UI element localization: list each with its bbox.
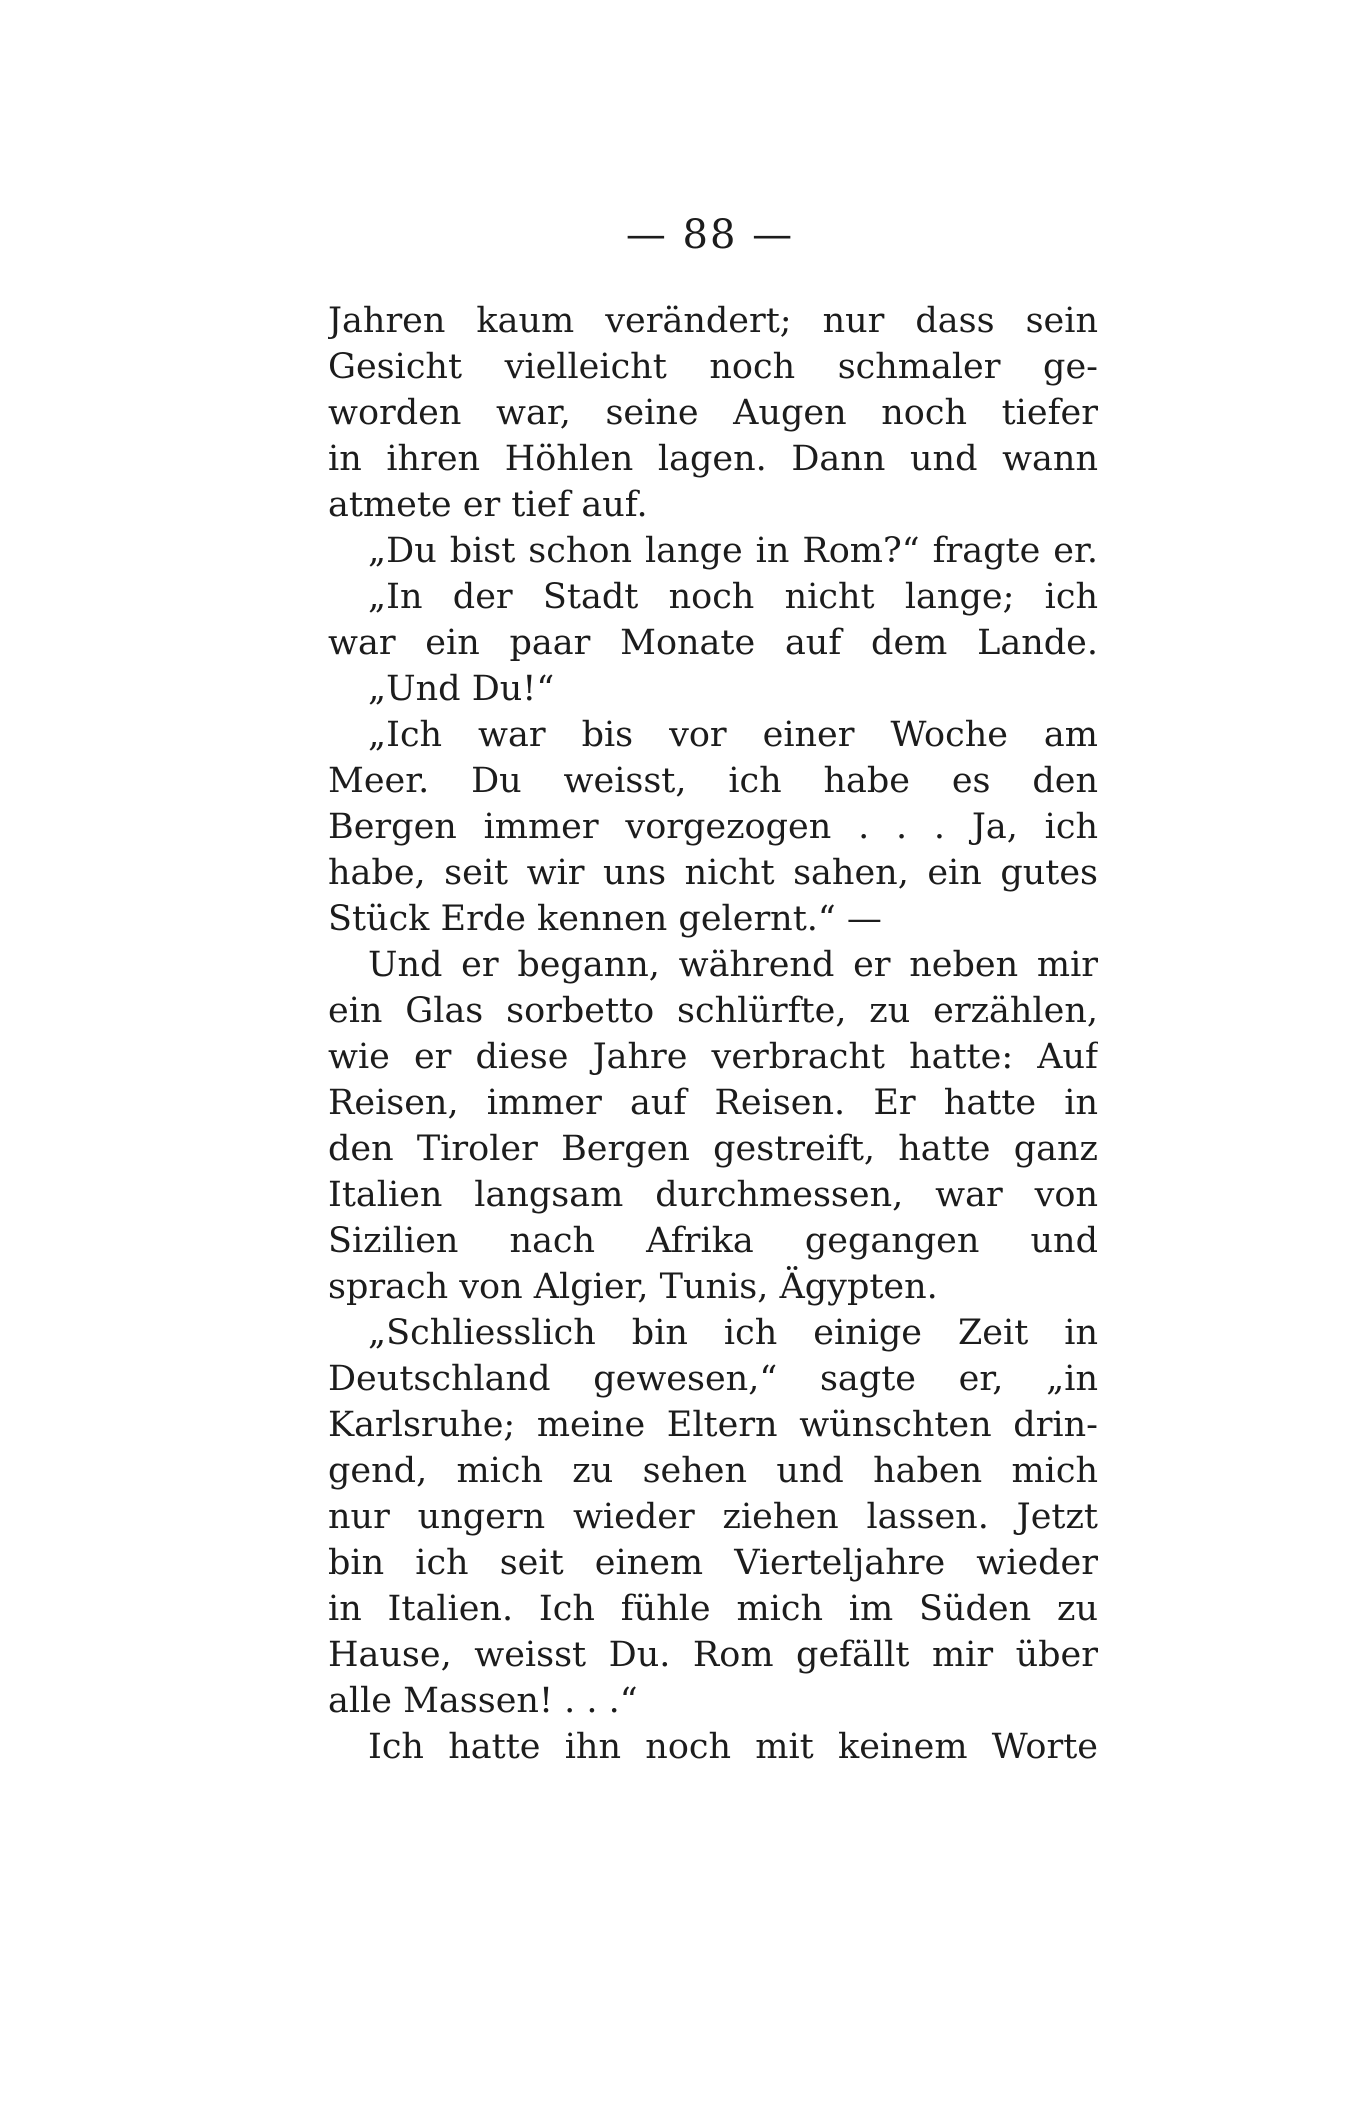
text-line: Karlsruhe; meine Eltern wünschten drin- (328, 1405, 1098, 1445)
text-line: Deutschland gewesen,“ sagte er, „in (328, 1359, 1098, 1399)
text-line: habe, seit wir uns nicht sahen, ein gutes (328, 853, 1098, 893)
text-line: Ich hatte ihn noch mit keinem Worte (368, 1727, 1098, 1767)
text-line: bin ich seit einem Vierteljahre wieder (328, 1543, 1098, 1583)
text-line: Meer. Du weisst, ich habe es den (328, 761, 1098, 801)
text-line: „In der Stadt noch nicht lange; ich (368, 577, 1098, 617)
text-line: war ein paar Monate auf dem Lande. (328, 623, 1098, 663)
text-line: „Du bist schon lange in Rom?“ fragte er. (368, 531, 1098, 571)
text-line: worden war, seine Augen noch tiefer (328, 393, 1098, 433)
text-line: Und er begann, während er neben mir (368, 945, 1098, 985)
text-line: Italien langsam durchmessen, war von (328, 1175, 1098, 1215)
text-line: Reisen, immer auf Reisen. Er hatte in (328, 1083, 1098, 1123)
text-line: den Tiroler Bergen gestreift, hatte ganz (328, 1129, 1098, 1169)
text-line: Sizilien nach Afrika gegangen und (328, 1221, 1098, 1261)
text-line: in ihren Höhlen lagen. Dann und wann (328, 439, 1098, 479)
text-line: „Schliesslich bin ich einige Zeit in (368, 1313, 1098, 1353)
text-line: Hause, weisst Du. Rom gefällt mir über (328, 1635, 1098, 1675)
text-line: „Und Du!“ (368, 669, 555, 709)
text-line: Jahren kaum verändert; nur dass sein (328, 301, 1098, 341)
text-line: sprach von Algier, Tunis, Ägypten. (328, 1267, 938, 1307)
text-line: „Ich war bis vor einer Woche am (368, 715, 1098, 755)
text-line: Bergen immer vorgezogen . . . Ja, ich (328, 807, 1098, 847)
text-line: alle Massen! . . .“ (328, 1681, 638, 1721)
text-line: in Italien. Ich fühle mich im Süden zu (328, 1589, 1098, 1629)
text-line: Stück Erde kennen gelernt.“ — (328, 899, 882, 939)
text-line: wie er diese Jahre verbracht hatte: Auf (328, 1037, 1098, 1077)
body-text (328, 298, 1098, 1770)
text-line: ein Glas sorbetto schlürfte, zu erzählen, (328, 991, 1098, 1031)
text-line: Gesicht vielleicht noch schmaler ge- (328, 347, 1098, 387)
page-number: — 88 — (625, 212, 795, 258)
text-line: atmete er tief auf. (328, 485, 648, 525)
text-line: gend, mich zu sehen und haben mich (328, 1451, 1098, 1491)
text-line: nur ungern wieder ziehen lassen. Jetzt (328, 1497, 1098, 1537)
